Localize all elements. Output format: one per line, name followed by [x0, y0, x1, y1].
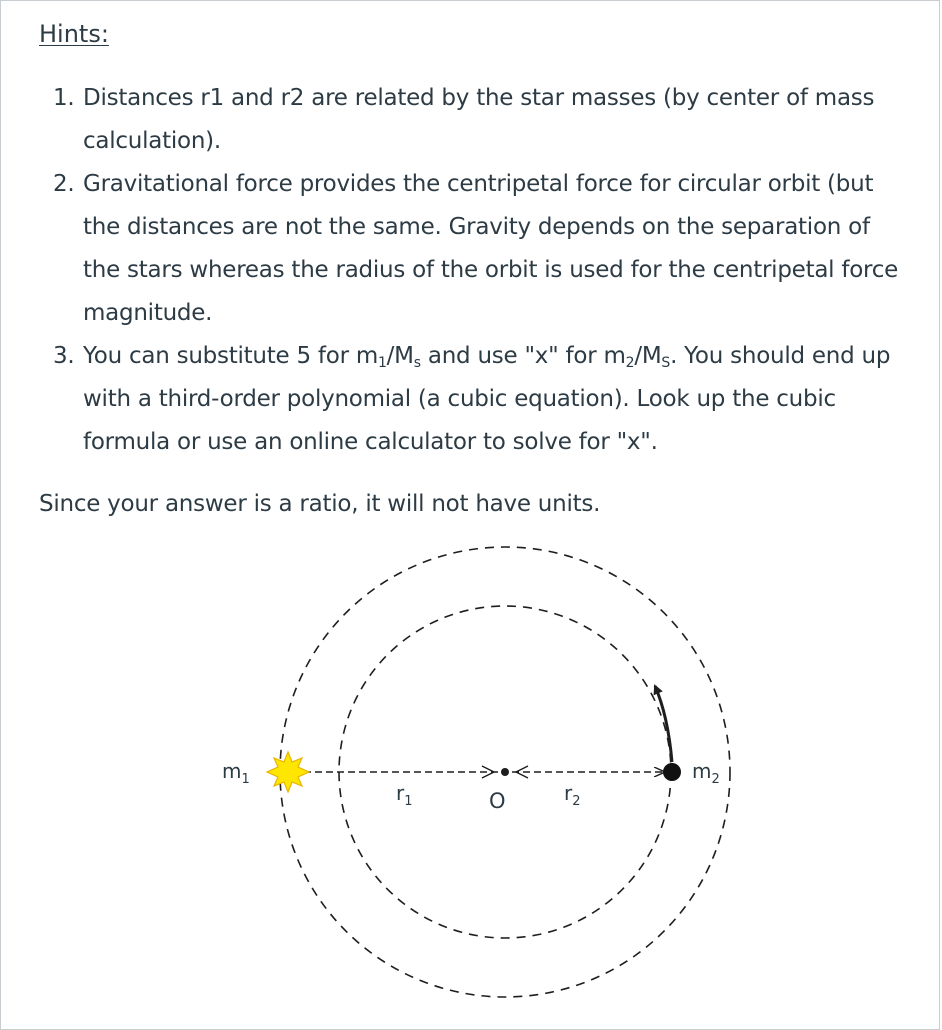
- hint-number: 1.: [53, 85, 75, 111]
- r1-label: $r_1$: [396, 781, 413, 809]
- hint-number: 3.: [53, 343, 75, 369]
- units-note: Since your answer is a ratio, it will not have units.: [39, 491, 601, 517]
- hint-number: 2.: [53, 171, 75, 197]
- hint-item-2: [0, 163, 942, 335]
- hints-list: [0, 77, 942, 464]
- r2-label: $r_2$: [564, 781, 581, 809]
- m1-label: $m_1$: [222, 759, 250, 787]
- center-label: O: [489, 789, 506, 813]
- m2-label: $m_2$: [692, 759, 720, 787]
- hints-heading: Hints:: [39, 20, 109, 48]
- m2-body: [663, 763, 681, 781]
- hint-text: You can substitute 5 for $m_1/M_s$ and use "x" for $m_2/M_S$. You should end up with a third-order polynomial (a cubic equation). Look up the cubic formula or use an online calculator to solve for "x".: [83, 343, 891, 455]
- hint-item-3: [0, 335, 942, 464]
- binary-star-orbit-diagram: [0, 530, 942, 1024]
- center-of-mass-dot: [501, 768, 509, 776]
- m1-star-icon: [267, 752, 309, 792]
- hint-text: Distances r1 and r2 are related by the star masses (by center of mass calculation).: [83, 85, 875, 154]
- hint-item-1: [0, 77, 942, 163]
- hint-text: Gravitational force provides the centripetal force for circular orbit (but the distances are not the same. Gravity depends on the separation of the stars whereas the radius of the orbit is used for the centripetal force magnitude.: [83, 171, 899, 326]
